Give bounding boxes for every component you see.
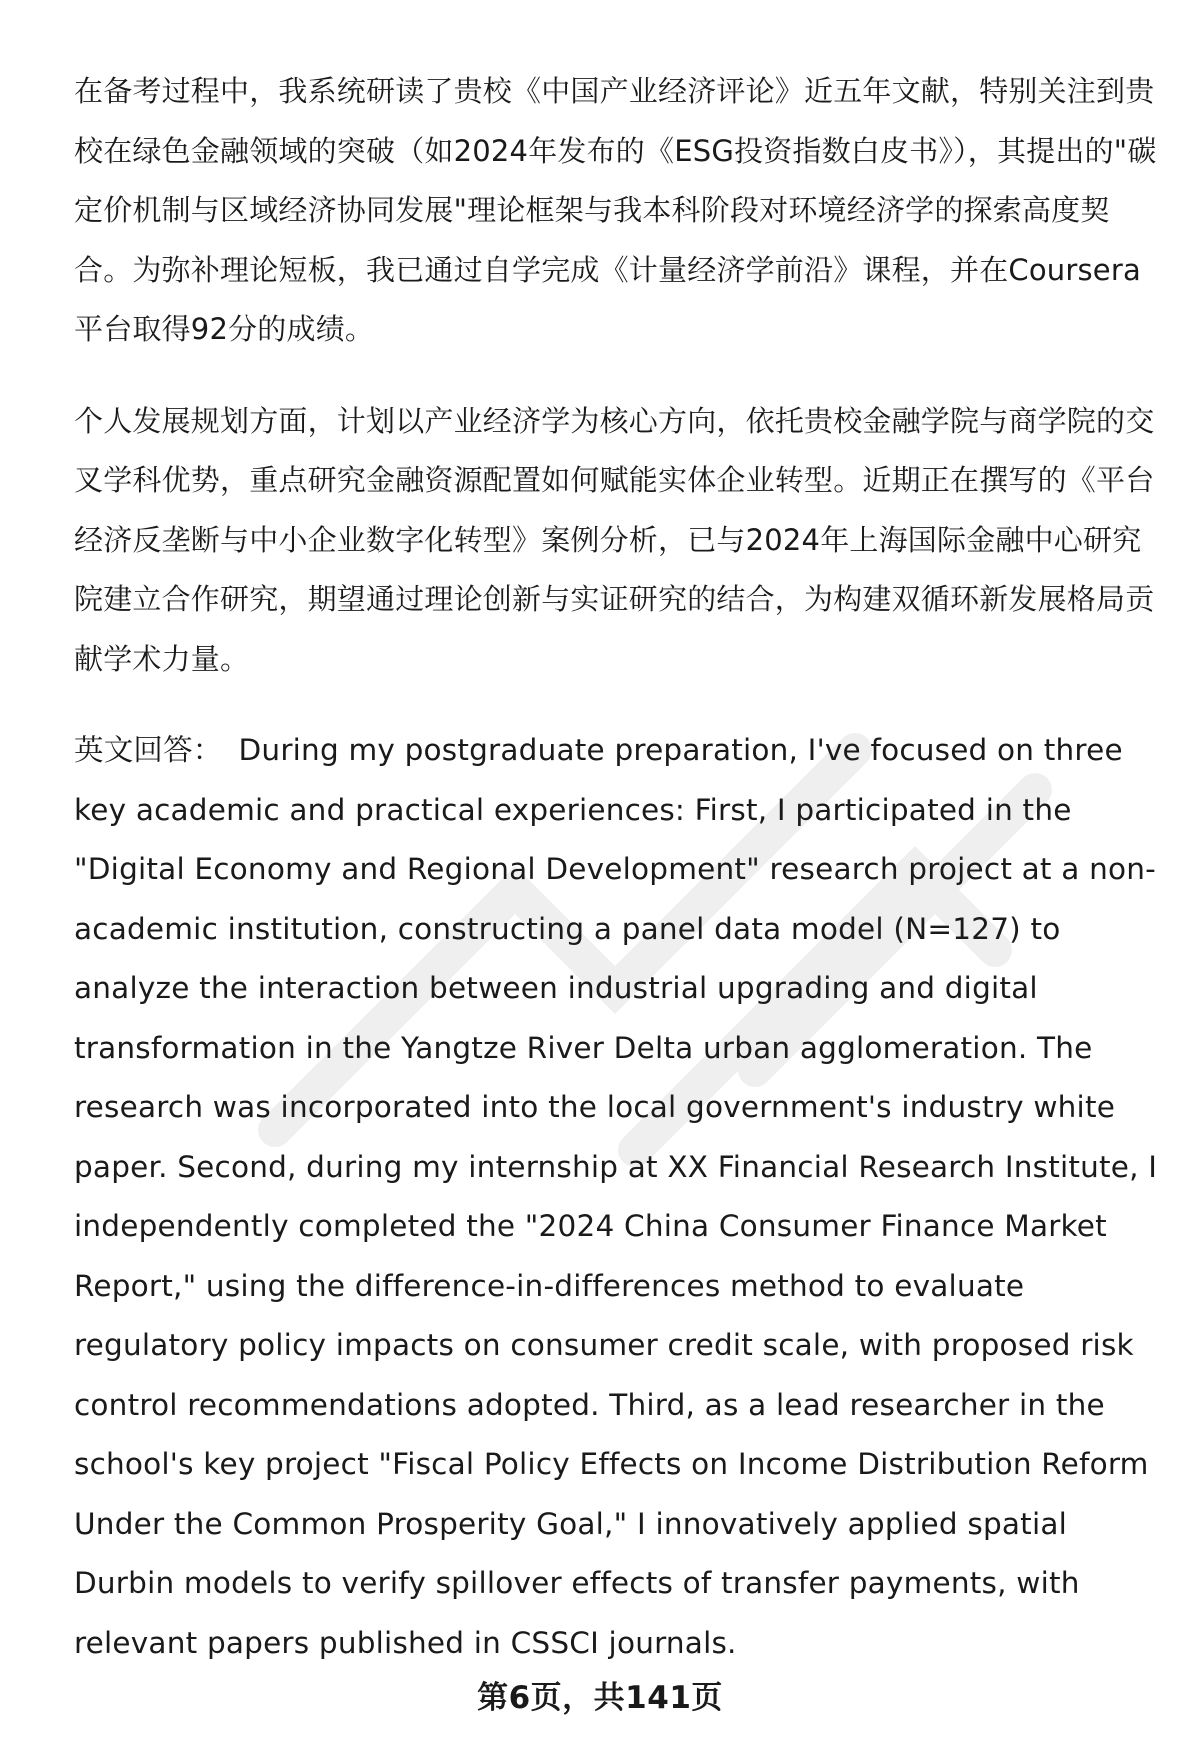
paragraph-english-answer [74,721,1164,1673]
page-number-footer: 第6页，共141页 [477,1680,723,1716]
document-body [74,62,1164,1705]
english-answer-label: 英文回答： [74,733,223,767]
english-answer-text: During my postgraduate preparation, I've focused on three key academic and practical experiences: First, I participated in the "Digital Economy and Regional Development" research project at a non-academic institution, constructing a panel data model (N=127) to analyze the interaction between industrial upgrading and digital transformation in the Yangtze River Delta urban agglomeration. The research was incorporated into the local government's industry white paper. Second, during my internship at XX Financial Research Institute, I independently completed the "2024 China Consumer Finance Market Report," using the difference-in-differences method to evaluate regulatory policy impacts on consumer credit scale, with proposed risk control recommendations adopted. Third, as a lead researcher in the school's key project "Fiscal Policy Effects on Income Distribution Reform Under the Common Prosperity Goal," I innovatively applied spatial Durbin models to verify spillover effects of transfer payments, with relevant papers published in CSSCI journals. [74,733,1158,1660]
paragraph-study-preparation: 在备考过程中，我系统研读了贵校《中国产业经济评论》近五年文献，特别关注到贵校在绿色金融领域的突破（如2024年发布的《ESG投资指数白皮书》），其提出的"碳定价机制与区域经济协同发展"理论框架与我本科阶段对环境经济学的探索高度契合。为弥补理论短板，我已通过自学完成《计量经济学前沿》课程，并在Coursera平台取得92分的成绩。 [74,74,1157,346]
paragraph-development-plan: 个人发展规划方面，计划以产业经济学为核心方向，依托贵校金融学院与商学院的交叉学科优势，重点研究金融资源配置如何赋能实体企业转型。近期正在撰写的《平台经济反垄断与中小企业数字化转型》案例分析，已与2024年上海国际金融中心研究院建立合作研究，期望通过理论创新与实证研究的结合，为构建双循环新发展格局贡献学术力量。 [74,403,1155,676]
